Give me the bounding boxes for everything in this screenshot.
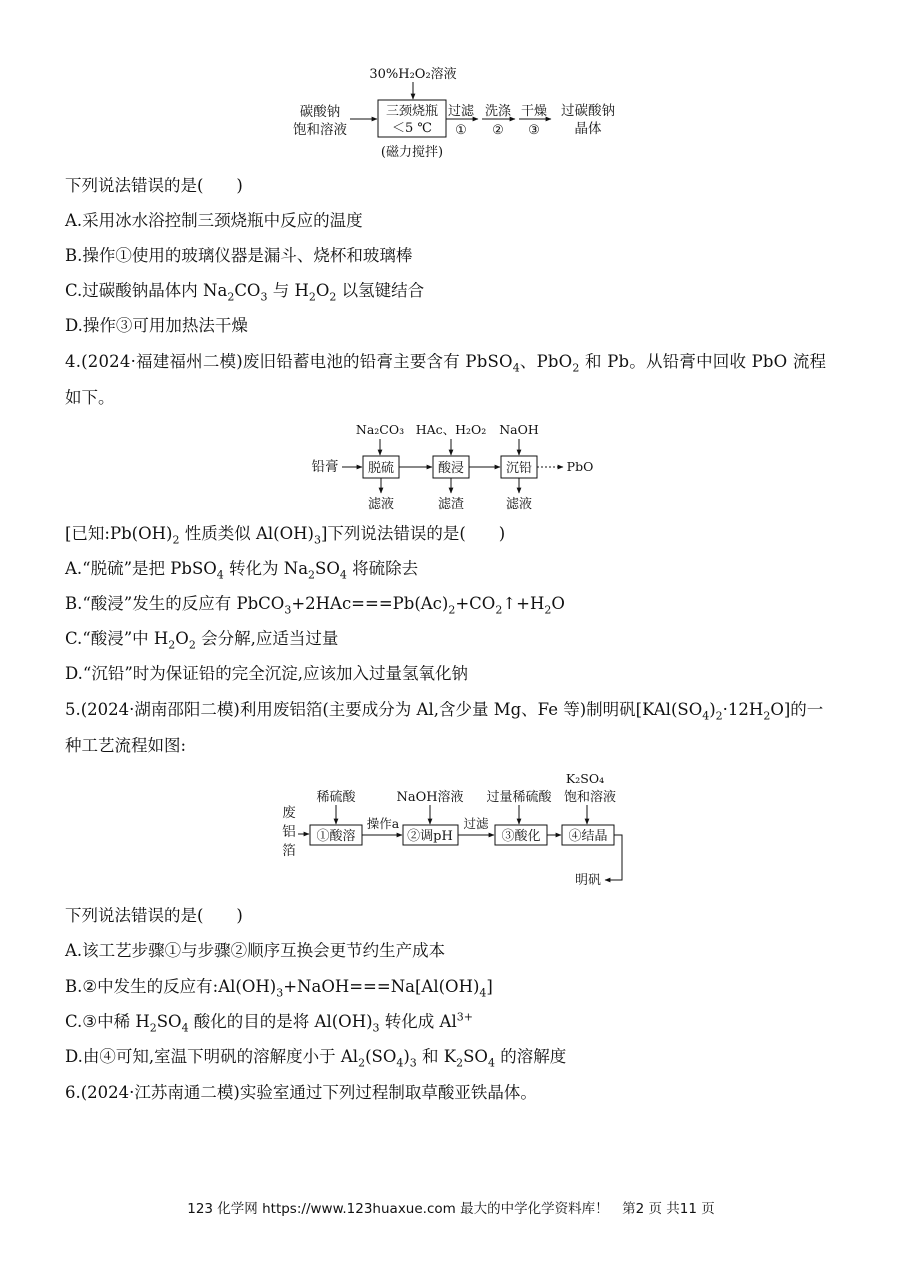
q6-line1: 6.(2024·江苏南通二模)实验室通过下列过程制取草酸亚铁晶体。 [65, 1083, 537, 1102]
flow-diagram-lead-paste [0, 415, 902, 515]
q5-flow-arrow-1-label: 操作a [366, 816, 400, 831]
q3-option-a: A.采用冰水浴控制三颈烧瓶中反应的温度 [65, 211, 363, 230]
q4-given: [已知$:Pb(OH)_2$ 性质类似 $Al(OH)_3$]下列说法错误的是( ) [65, 524, 506, 547]
flow1-input-line1: 碳酸钠 [299, 104, 341, 120]
q5-flow-input-2: 铝 [282, 824, 296, 840]
q4-option-b: B.“酸浸”发生的反应有 $PbCO_3+2HAc===Pb(Ac)_2+CO_2↑+H_2O$ [65, 594, 565, 617]
flow1-top-reagent: 30%H₂O₂溶液 [369, 67, 457, 82]
q5-flow-arrow-2-label: 过滤 [463, 816, 489, 831]
q4-flow-reagent-3: NaOH [499, 422, 539, 437]
q5-flow-reagent-2: NaOH溶液 [396, 790, 464, 805]
q5-flow-reagent-1: 稀硫酸 [316, 790, 356, 805]
q5-flow-box-3-label: ③酸化 [501, 829, 541, 844]
q5-option-a: A.该工艺步骤①与步骤②顺序互换会更节约生产成本 [65, 941, 446, 960]
q4-flow-out-1: 滤液 [367, 497, 395, 512]
flow1-step3-label: 干燥 [520, 104, 548, 119]
q5-line2: 种工艺流程如图: [65, 736, 187, 755]
q5-option-b: B.②中发生的反应有$:Al(OH)_3+NaOH===Na[Al(OH)_4]$ [65, 977, 493, 1000]
flow1-step1-num: ① [455, 123, 467, 138]
flow1-box-line1: 三颈烧瓶 [385, 104, 439, 119]
q4-flow-out-3: 滤液 [505, 497, 533, 512]
q5-stem: 下列说法错误的是( ) [65, 906, 243, 925]
flow1-box-note: (磁力搅拌) [380, 145, 444, 160]
q4-flow-box-1-label: 脱硫 [367, 461, 395, 476]
flow1-output-line2: 晶体 [574, 121, 602, 137]
q5-flow-input-1: 废 [282, 805, 296, 821]
flow1-output-line1: 过碳酸钠 [561, 103, 615, 119]
q4-line2: 如下。 [65, 388, 115, 407]
q4-option-d: D.“沉铅”时为保证铅的完全沉淀,应该加入过量氢氧化钠 [65, 664, 469, 683]
q3-option-c: C.过碳酸钠晶体内 $Na_2CO_3$ 与 $H_2O_2$ 以氢键结合 [65, 281, 425, 304]
q4-flow-input: 铅膏 [311, 459, 339, 475]
q4-flow-reagent-1: Na₂CO₃ [355, 422, 405, 437]
q5-flow-box-1-label: ①酸溶 [316, 829, 356, 844]
q5-option-d: D.由④可知,室温下明矾的溶解度小于 $Al_2(SO_4)_3$ 和 $K_2SO_4$ 的溶解度 [65, 1047, 567, 1070]
q5-flow-output: 明矾 [574, 873, 602, 888]
q4-flow-output: PbO [566, 459, 594, 474]
q3-stem: 下列说法错误的是( ) [65, 176, 243, 195]
flow1-step2-num: ② [492, 123, 504, 138]
q4-line1: 4.(2024·福建福州二模)废旧铅蓄电池的铅膏主要含有 PbSO$_4$、PbO$_2$ 和 Pb。从铅膏中回收 PbO 流程 [65, 352, 827, 375]
q4-flow-reagent-2: HAc、H₂O₂ [415, 422, 487, 437]
q5-flow-reagent-4-line2: 饱和溶液 [563, 790, 617, 805]
flow-diagram-alum [0, 765, 902, 895]
flow1-input-line2: 饱和溶液 [293, 122, 347, 138]
q3-option-b: B.操作①使用的玻璃仪器是漏斗、烧杯和玻璃棒 [65, 246, 413, 265]
q5-flow-reagent-3: 过量稀硫酸 [486, 790, 552, 805]
flow1-step3-num: ③ [528, 123, 540, 138]
q4-flow-box-2-label: 酸浸 [437, 461, 465, 476]
q4-flow-box-3-label: 沉铅 [505, 461, 533, 476]
q5-flow-input-3: 箔 [282, 843, 296, 859]
q4-option-c: C.“酸浸”中 $H_2O_2$ 会分解,应适当过量 [65, 629, 339, 652]
q4-flow-out-2: 滤渣 [437, 497, 465, 512]
flow1-box-line2: ＜5 ℃ [392, 121, 432, 136]
q5-line1: 5.(2024·湖南邵阳二模)利用废铝箔(主要成分为 Al,含少量 Mg、Fe 等)制明矾$[KAl(SO_4)_2\cdot 12H_2O]$的一 [65, 700, 824, 723]
flow-diagram-sodium-percarbonate [0, 0, 902, 170]
q5-flow-reagent-4-line1: K₂SO₄ [565, 771, 605, 786]
flow1-step1-label: 过滤 [447, 104, 475, 119]
q3-option-d: D.操作③可用加热法干燥 [65, 316, 248, 335]
q5-flow-box-4-label: ④结晶 [568, 829, 608, 844]
page-footer: 123 化学网 https://www.123huaxue.com 最大的中学化学资料库！ 第2 页 共11 页 [187, 1201, 715, 1217]
flow1-step2-label: 洗涤 [484, 104, 512, 119]
q4-option-a: A.“脱硫”是把 PbSO$_4$ 转化为 $Na_2SO_4$ 将硫除去 [65, 559, 419, 582]
q5-flow-box-2-label: ②调pH [407, 829, 453, 844]
q5-option-c: C.③中稀 $H_2SO_4$ 酸化的目的是将 $Al(OH)_3$ 转化成 $Al^{3+}$ [65, 1010, 473, 1035]
